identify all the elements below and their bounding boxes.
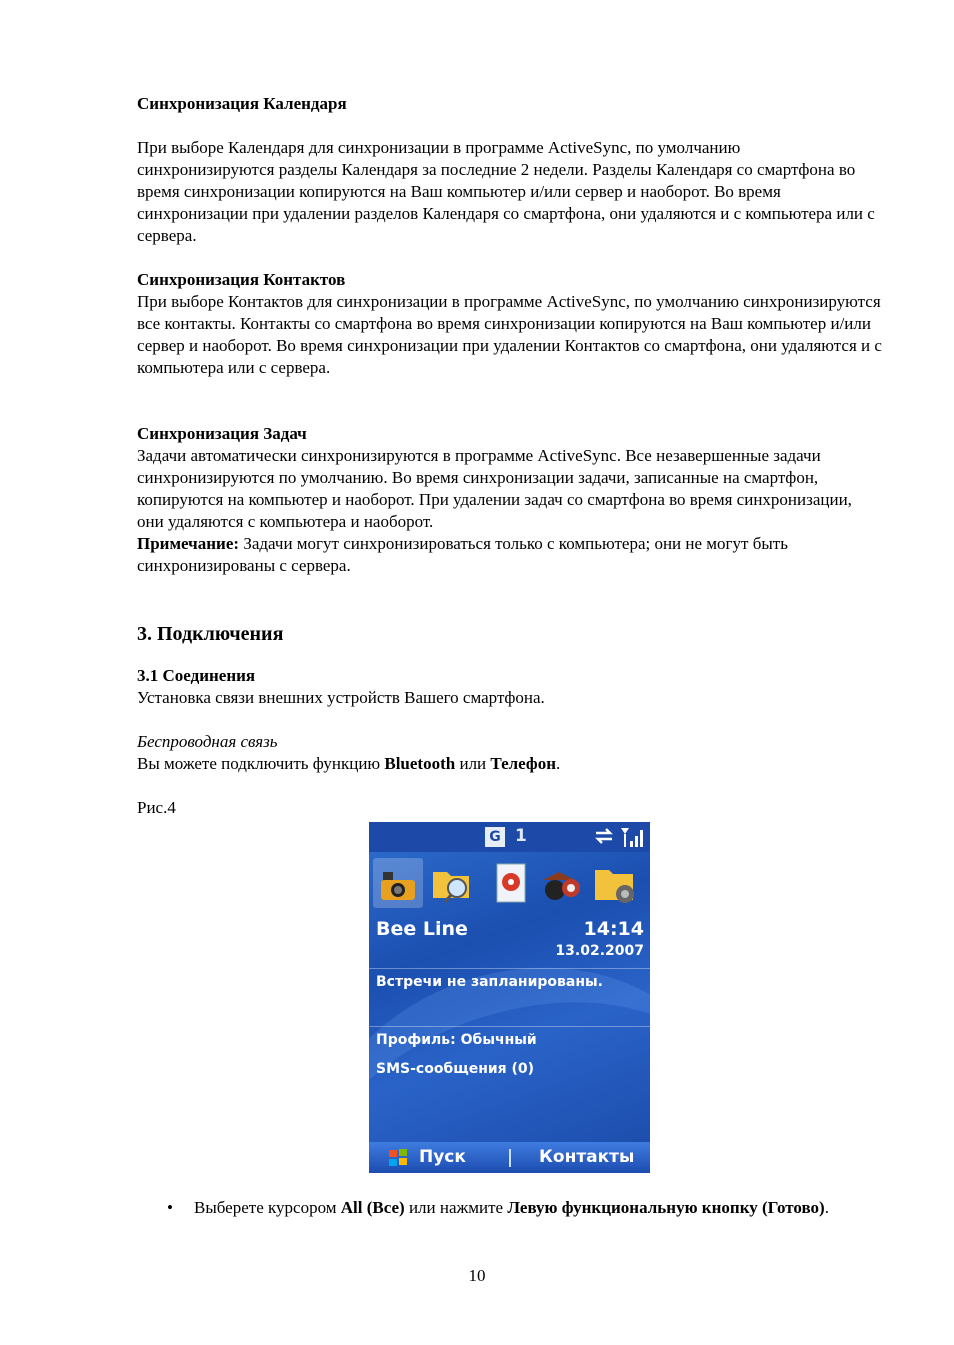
line-number: 1 [515,826,527,846]
left-key-term: Левую функциональную кнопку (Готово) [507,1198,825,1217]
sms-item[interactable]: SMS-сообщения (0) [376,1061,535,1077]
instruction-mid: или нажмите [404,1198,508,1217]
note-text: Задачи могут синхронизироваться только с компьютера; они не могут быть синхронизированы с сервера. [137,534,788,575]
games-icon[interactable] [537,858,587,908]
tasks-heading: Синхронизация Задач [137,424,307,443]
gprs-badge: G [485,827,505,847]
subsection-body: Установка связи внешних устройств Вашего смартфона. [137,688,545,707]
chapter-title: 3. Подключения [137,623,284,645]
tasks-note [137,533,882,577]
note-label: Примечание: [137,534,240,553]
start-softkey[interactable]: Пуск [419,1147,466,1167]
app-icon-bar [369,854,650,912]
wireless-end: . [556,754,561,773]
operator-name: Bee Line [376,918,468,940]
tasks-body: Задачи автоматически синхронизируются в программе ActiveSync. Все незавершенные задачи синхронизируются по умолчанию. Во время синхронизации задачи, записанные на смартфон, копируются на компьютер и наоборот. При удалении задач со смартфона во время синхронизации, они удаляются с компьютера и наоборот. [137,446,852,531]
phone-screenshot [369,822,650,1173]
windows-flag-icon [387,1147,409,1169]
phone-term: Телефон [490,754,556,773]
contacts-body: При выборе Контактов для синхронизации в программе ActiveSync, по умолчанию синхронизируются все контакты. Контакты со смартфона во время синхронизации копируются на Ваш компьютер и/или сервер и наоборот. Во время синхронизации при удалении Контактов со смартфона, они удаляются и с компьютера или с сервера. [137,292,882,377]
sync-icon [593,826,615,846]
instruction-bullet [137,1197,882,1219]
divider [369,968,650,969]
clock-time: 14:14 [583,918,644,940]
document-body [137,93,882,819]
signal-strength-icon [619,825,645,849]
instruction-end: . [824,1198,829,1217]
page-number: 10 [468,1266,486,1285]
camera-app-icon[interactable] [373,858,423,908]
wireless-pre: Вы можете подключить функцию [137,754,385,773]
calendar-appointments[interactable]: Встречи не запланированы. [376,974,603,990]
bullet-dot: • [167,1198,173,1217]
wireless-label: Беспроводная связь [137,732,278,751]
file-search-icon[interactable] [427,858,477,908]
wireless-mid: или [455,754,491,773]
contacts-softkey[interactable]: Контакты [539,1147,635,1167]
contacts-heading: Синхронизация Контактов [137,270,346,289]
status-bar [369,822,650,852]
profile-item[interactable]: Профиль: Обычный [376,1032,537,1048]
calendar-heading: Синхронизация Календаря [137,94,347,113]
figure-label: Рис.4 [137,798,176,817]
wireless-text [137,753,882,775]
calendar-body: При выборе Календаря для синхронизации в программе ActiveSync, по умолчанию синхронизируются разделы Календаря за последние 2 недели. Разделы Календаря со смартфона во время синхронизации копируются на Ваш компьютер и/или сервер и наоборот. Во время синхронизации при удалении разделов Календаря со смартфона, они удаляются и с компьютера или с сервера. [137,138,875,245]
all-term: All (Все) [340,1198,405,1217]
softkey-bar [369,1142,650,1173]
media-player-icon[interactable] [487,858,537,908]
clock-date: 13.02.2007 [555,943,644,959]
instruction-pre: Выберете курсором [194,1198,341,1217]
divider [369,1026,650,1027]
bluetooth-term: Bluetooth [384,754,456,773]
settings-folder-icon[interactable] [591,858,641,908]
softkey-separator [509,1149,511,1167]
subsection-heading: 3.1 Соединения [137,666,256,685]
instruction-text [194,1197,882,1219]
